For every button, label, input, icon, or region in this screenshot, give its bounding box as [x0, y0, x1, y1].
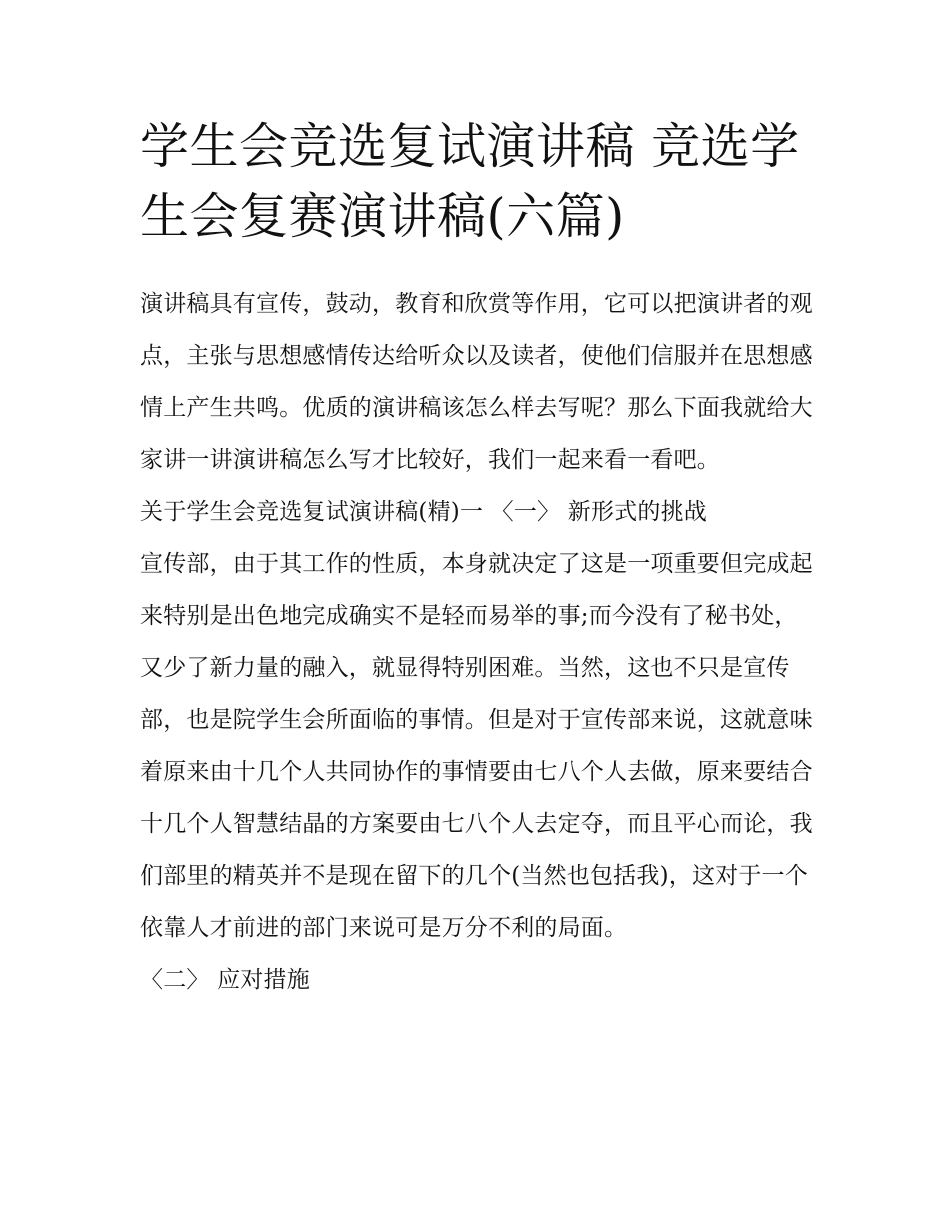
intro-paragraph: 演讲稿具有宣传，鼓动，教育和欣赏等作用，它可以把演讲者的观点，主张与思想感情传达给听众以及读者，使他们信服并在思想感情上产生共鸣。优质的演讲稿该怎么样去写呢？那么下面我就给大家讲一讲演讲稿怎么写才比较好，我们一起来看一看吧。: [140, 291, 813, 473]
body-paragraph: 宣传部，由于其工作的性质，本身就决定了这是一项重要但完成起来特别是出色地完成确实不是轻而易举的事;而今没有了秘书处，又少了新力量的融入，就显得特别困难。当然，这也不只是宣传部，也是院学生会所面临的事情。但是对于宣传部来说，这就意味着原来由十几个人共同协作的事情要由七八个人去做，原来要结合十几个人智慧结晶的方案要由七八个人去定夺，而且平心而论，我们部里的精英并不是现在留下的几个(当然也包括我)，这对于一个依靠人才前进的部门来说可是万分不利的局面。: [140, 551, 813, 941]
section-heading-challenge: 关于学生会竞选复试演讲稿(精)一 〈一〉 新形式的挑战: [140, 499, 707, 525]
document-body: [140, 278, 816, 1006]
section-heading-measures: 〈二〉 应对措施: [140, 967, 310, 993]
document-title: 学生会竞选复试演讲稿 竞选学生会复赛演讲稿(六篇): [140, 118, 800, 245]
